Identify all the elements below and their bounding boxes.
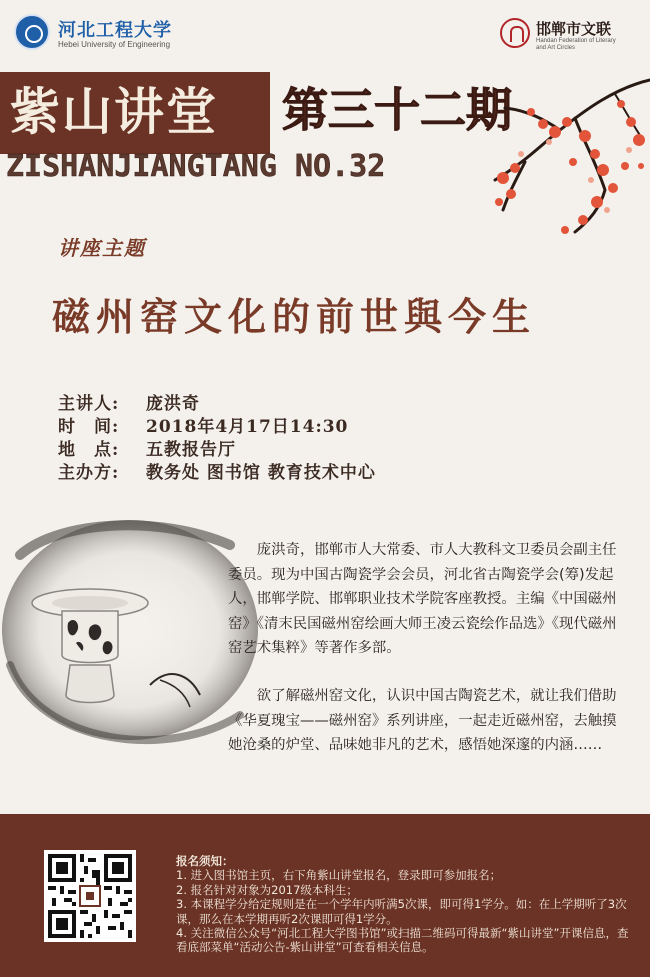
series-title-banner [0,72,270,154]
series-name: 紫山讲堂 [10,82,218,141]
porcelain-ink-painting-icon [0,515,260,765]
info-key: 地 点: [58,440,120,460]
speaker-bio: 庞洪奇，邯郸市人大常委、市人大教科文卫委员会副主任委员。现为中国古陶瓷学会会员，河北省古陶瓷学会(筹)发起人，邯郸学院、邯郸职业技术学院客座教授。主编《中国磁州窑》《清末民国磁州窑绘画大师王凌云瓷绘作品选》《现代磁州窑艺术集粹》等著作多部。 [228,542,617,657]
registration-notice [176,854,636,955]
info-value: 五教报告厅 [146,440,236,460]
info-key: 主讲人: [58,394,120,414]
qr-code-icon [48,854,132,938]
notice-item: 1. 进入图书馆主页，右下角紫山讲堂报名，登录即可参加报名； [176,868,502,883]
lecture-intro: 欲了解磁州窑文化，认识中国古陶瓷艺术，就让我们借助《华夏瑰宝——磁州窑》系列讲座，一起走近磁州窑，去触摸她沧桑的炉堂、品味她非凡的艺术，感悟她深邃的内涵…… [228,688,617,754]
notice-item: 2. 报名针对对象为2017级本科生； [176,882,358,897]
handan-emblem-icon [500,18,530,48]
info-row-time [58,413,558,436]
lecture-topic-label: 讲座主题 [58,236,146,260]
notice-item: 3. 本课程学分给定规则是在一个学年内听满5次课，即可得1学分。如：在上学期听了3次课，那么在本学期再听2次课即可得1学分。 [176,897,627,926]
info-value: 教务处 图书馆 教育技术中心 [146,463,376,483]
lecture-info [58,390,558,482]
hebei-logo-cn: 河北工程大学 [58,20,172,41]
notice-heading: 报名须知： [176,854,234,868]
registration-footer [0,814,650,977]
hebei-university-logo [14,14,204,58]
info-row-speaker [58,390,558,413]
lecture-title: 磁州窑文化的前世與今生 [52,294,537,339]
info-value: 2018年4月17日14:30 [146,417,349,437]
notice-item: 4. 关注微信公众号“河北工程大学图书馆”或扫描二维码可得最新“紫山讲堂”开课信息，查看底部菜单“活动公告-紫山讲堂”可查看相关信息。 [176,926,629,955]
issue-number: 第三十二期 [282,83,512,137]
plum-blossom-branch-icon [455,70,650,240]
info-key: 时 间: [58,417,120,437]
handan-logo-cn: 邯郸市文联 [536,20,612,38]
info-key: 主办方: [58,463,120,483]
info-row-location [58,436,558,459]
wechat-qr-code[interactable] [44,850,136,942]
info-value: 庞洪奇 [146,394,200,414]
series-subtitle-en: ZISHANJIANGTANG NO.32 [6,149,386,184]
handan-logo-en: Handan Federation of Literary and Art Circles [536,38,616,51]
handan-federation-logo [500,14,640,58]
info-row-organizer [58,459,558,482]
hebei-logo-en: Hebei University of Engineering [58,40,171,49]
university-seal-icon [14,14,50,50]
